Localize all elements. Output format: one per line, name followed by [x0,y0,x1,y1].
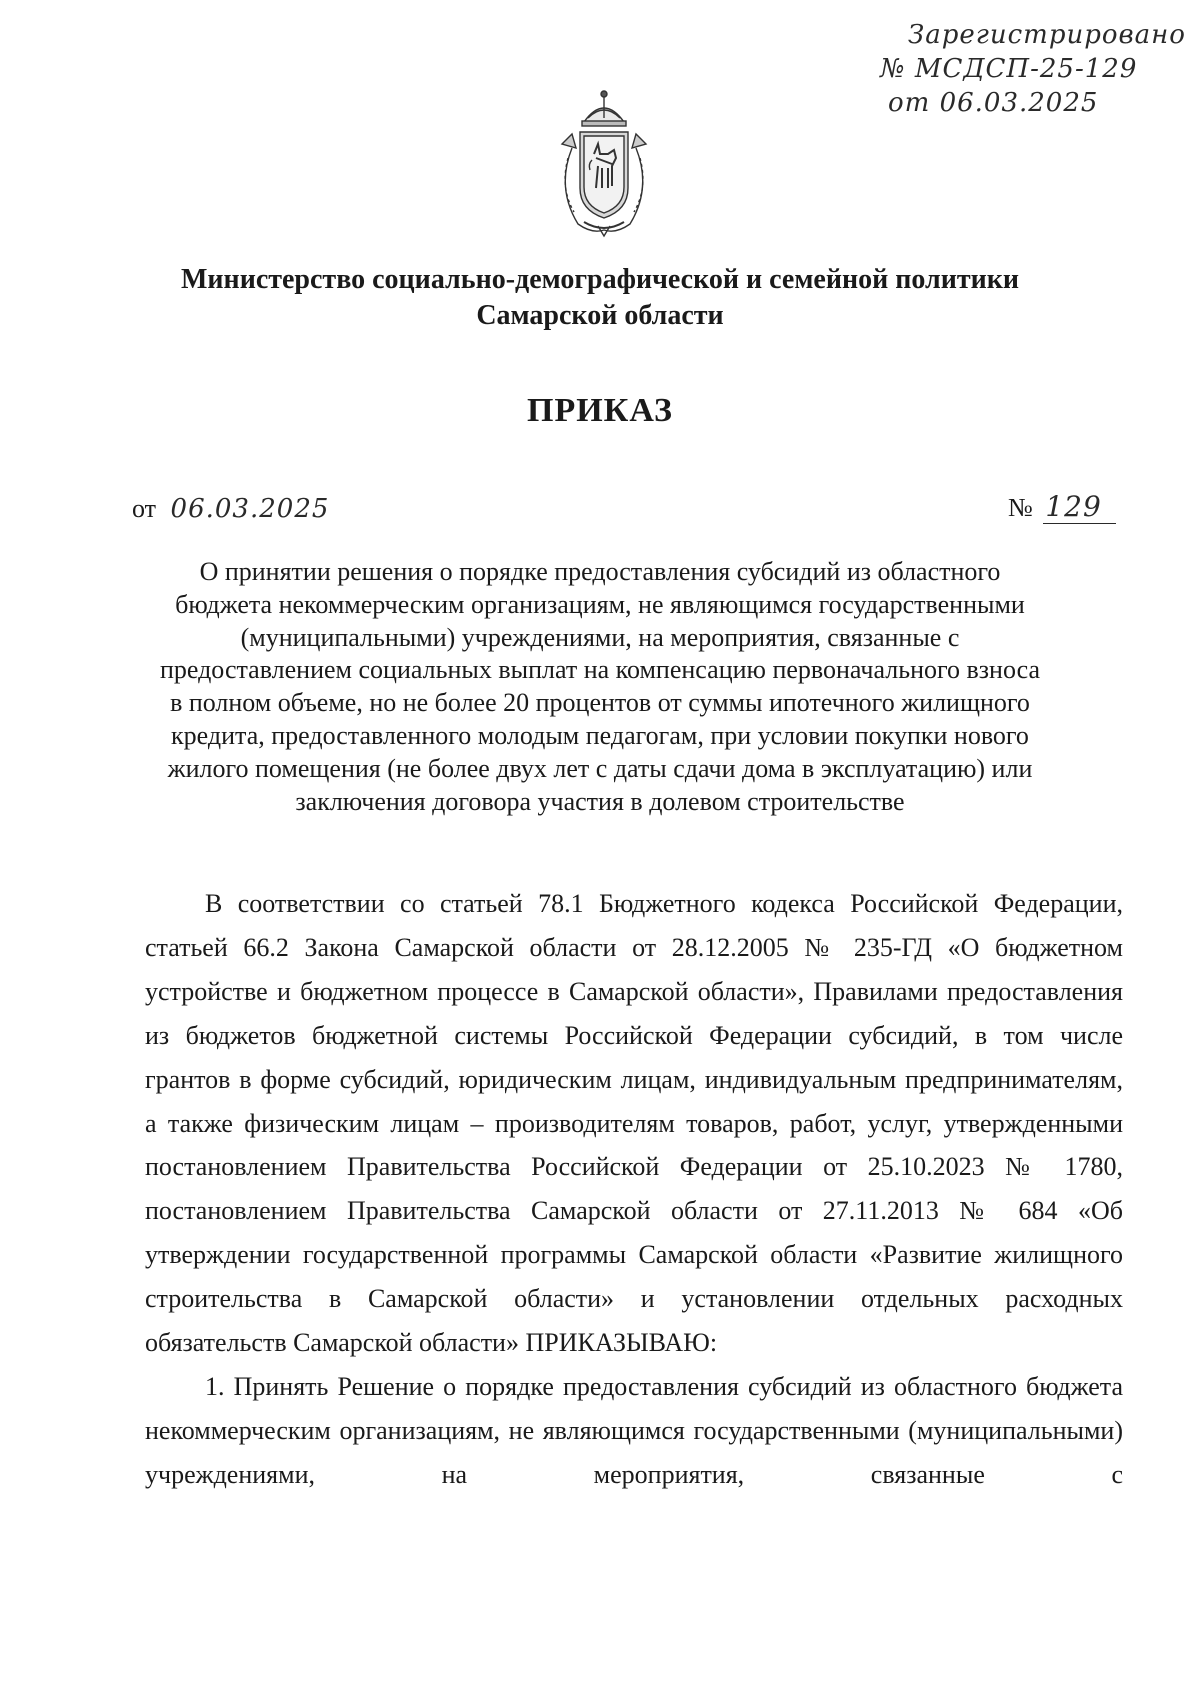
clause-1-paragraph: 1. Принять Решение о порядке предоставления субсидий из областного бюджета некоммерческим организациям, не являющимся государственными (муниципальными) учреждениями, на мероприятия, связанные с [145,1371,1123,1489]
order-body [145,882,1123,1497]
stamp-line-3: от 06.03.2025 [888,88,1099,118]
subject-line: заключения договора участия в долевом строительстве [295,786,905,816]
samara-coat-of-arms-icon [548,88,660,238]
registration-stamp [880,18,1186,120]
ministry-line-2: Самарской области [476,300,724,331]
order-subject [125,556,1075,818]
stamp-line-1: Зарегистрировано [908,20,1186,50]
subject-line: О принятии решения о порядке предоставления субсидий из областного [199,557,1001,586]
date-prefix: от [132,494,157,523]
subject-line: (муниципальными) учреждениями, на мероприятия, связанные с [240,622,960,652]
subject-line: жилого помещения (не более двух лет с даты сдачи дома в эксплуатацию) или [167,753,1033,783]
number-prefix: № [1008,493,1033,522]
ministry-name [100,262,1100,334]
date-handwritten: 06.03.2025 [170,494,330,524]
number-handwritten: 129 [1043,490,1115,524]
subject-line: в полном объеме, но не более 20 процентов от суммы ипотечного жилищного [170,688,1030,718]
preamble-paragraph: В соответствии со статьей 78.1 Бюджетного кодекса Российской Федерации, статьей 66.2 Закона Самарской области от 28.12.2005 № 235-ГД «О бюджетном устройстве и бюджетном процессе в Самарской области», Правилами предоставления из бюджетов бюджетной системы Российской Федерации субсидий, в том числе грантов в форме субсидий, юридическим лицам, индивидуальным предпринимателям, а также физическим лицам – производителям товаров, работ, услуг, утвержденными постановлением Правительства Российской Федерации от 25.10.2023 № 1780, постановлением Правительства Самарской области от 27.11.2013 № 684 «Об утверждении государственной программы Самарской области «Развитие жилищного строительства в Самарской области» и установлении отдельных расходных обязательств Самарской области» ПРИКАЗЫВАЮ: [145,889,1123,1358]
subject-line: предоставлением социальных выплат на компенсацию первоначального взноса [159,655,1041,685]
stamp-line-2: № МСДСП-25-129 [880,54,1138,84]
ministry-line-1: Министерство социально-демографической и семейной политики [181,264,1019,295]
document-type-title: ПРИКАЗ [527,392,673,429]
order-date [132,494,329,524]
subject-line: бюджета некоммерческим организациям, не являющимся государственными [175,589,1025,619]
subject-line: кредита, предоставленного молодым педагогам, при условии покупки нового [171,720,1029,750]
order-number [1008,490,1116,523]
